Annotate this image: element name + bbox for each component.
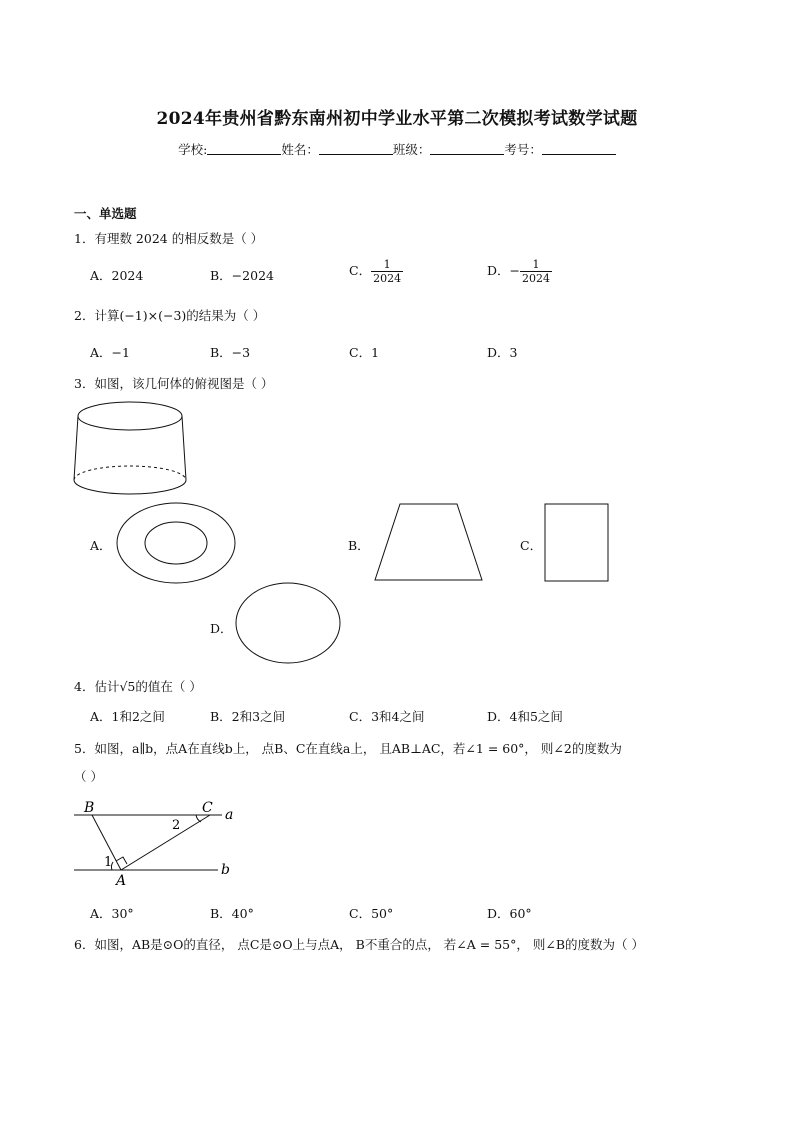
stem-prefix: 2．计算 <box>74 308 120 323</box>
math-expression: √5 <box>119 679 136 694</box>
stem-suffix: 的值在（ ） <box>135 679 202 694</box>
stem-prefix: 4．估计 <box>74 679 120 694</box>
label-c-point: C <box>202 800 213 816</box>
option-c-label: C． <box>349 263 372 278</box>
question-5-stem-continued: （ ） <box>74 769 103 784</box>
question-1-option-b[interactable]: B．−2024 <box>210 268 274 283</box>
question-3-stem: 3．如图，该几何体的俯视图是（ ） <box>74 376 274 391</box>
question-5-stem: 5．如图，a∥b，点A在直线b上， 点B、C在直线a上， 且AB⊥AC，若∠1 = 60°， 则∠2的度数为 <box>74 741 622 756</box>
question-3-option-a[interactable]: A． <box>90 538 112 553</box>
question-2-option-c[interactable]: C．1 <box>349 345 380 360</box>
segment-ac <box>121 815 210 870</box>
question-4-option-b[interactable]: B．2和3之间 <box>210 709 286 724</box>
label-line-b: b <box>221 862 230 878</box>
question-1-stem: 1．有理数 2024 的相反数是（ ） <box>74 231 264 246</box>
label-line-a: a <box>225 807 234 823</box>
school-label: 学校: <box>178 142 208 157</box>
question-3-option-b[interactable]: B． <box>348 538 370 553</box>
question-5-option-a[interactable]: A．30° <box>90 906 134 921</box>
denominator: 2024 <box>522 272 550 285</box>
question-4-option-d[interactable]: D．4和5之间 <box>487 709 563 724</box>
question-3-option-c[interactable]: C． <box>520 538 543 553</box>
stem-suffix: 的结果为（ ） <box>186 308 266 323</box>
label-b-point: B <box>84 800 95 816</box>
question-3-option-d[interactable]: D． <box>210 621 233 636</box>
numerator: 1 <box>383 258 391 271</box>
class-label: 班级： <box>392 142 431 157</box>
question-2-option-b[interactable]: B．−3 <box>210 345 251 360</box>
question-5-option-d[interactable]: D．60° <box>487 906 532 921</box>
question-4-option-c[interactable]: C．3和4之间 <box>349 709 425 724</box>
denominator: 2024 <box>373 272 402 285</box>
label-angle-2: 2 <box>172 818 181 833</box>
angle-2-arc <box>196 815 201 822</box>
question-4-option-a[interactable]: A．1和2之间 <box>90 709 165 724</box>
name-label: 姓名： <box>281 142 319 157</box>
section-heading: 一、单选题 <box>74 206 137 221</box>
option-d-label: D．− <box>487 263 520 278</box>
question-2-option-d[interactable]: D．3 <box>487 345 518 360</box>
label-a-point: A <box>116 873 127 889</box>
math-expression: (−1)×(−3) <box>119 308 187 323</box>
label-angle-1: 1 <box>104 855 113 870</box>
question-6-stem: 6．如图，AB是⊙O的直径， 点C是⊙O上与点A， B不重合的点， 若∠A = 55°， 则∠B的度数为（ ） <box>74 937 644 952</box>
question-5-option-c[interactable]: C．50° <box>349 906 394 921</box>
question-5-option-b[interactable]: B．40° <box>210 906 254 921</box>
exam-title: 2024年贵州省黔东南州初中学业水平第二次模拟考试数学试题 <box>156 109 638 129</box>
exam-no-label: 考号： <box>504 142 542 157</box>
question-1-option-a[interactable]: A．2024 <box>90 268 144 283</box>
numerator: 1 <box>532 258 540 271</box>
question-2-option-a[interactable]: A．−1 <box>90 345 130 360</box>
